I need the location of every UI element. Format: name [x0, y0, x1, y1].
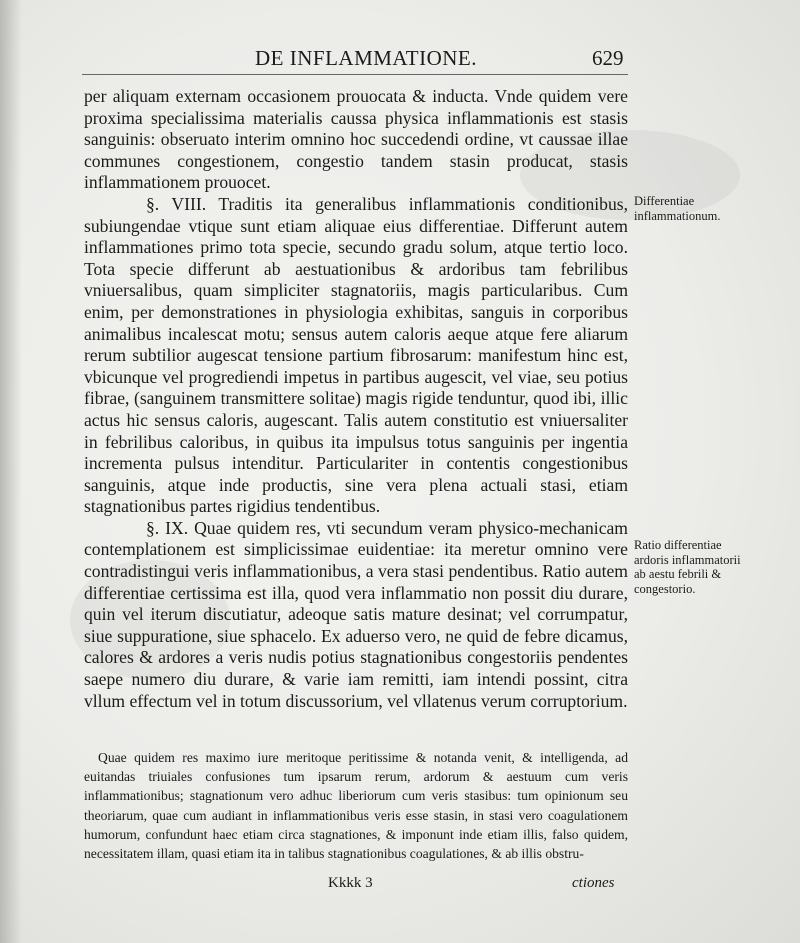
- margin-note-ratio: Ratio differentiae ardoris inflammatorii ab aestu febrili & congestorio.: [634, 538, 741, 596]
- signature-mark: Kkkk 3: [328, 875, 373, 891]
- header-rule: [82, 74, 628, 75]
- margin-note-differentiae: Differentiae inflammationum.: [634, 194, 721, 223]
- main-text-block: [84, 86, 628, 712]
- page-number: 629: [592, 46, 624, 70]
- footnote-paragraph: Quae quidem res maximo iure meritoque peritissime & notanda venit, & intelligenda, ad euitandas triuiales confusiones tum ipsarum rerum, ardorum & aestuum cum veris inflammationibus; stagnationum vero adhuc liberiorum cum veris stasibus: tum opinionum seu theoriarum, quae cum audiant in inflammationibus veris esse stasin, in stasi vero coagulationem humorum, confundunt haec etiam circa stagnationes, & imponunt inde etiam illis, falso quidem, necessitatem illam, quasi etiam ita in talibus stagnationibus coagulationes, & ab illis obstru-: [84, 750, 628, 862]
- opening-paragraph: per aliquam externam occasionem prouocata & inducta. Vnde quidem vere proxima specialissima materialis caussa physica inflammationis est stasis sanguinis: obseruato interim omnino hoc succedendi ordine, vt caussae illae communes congestionem, congestio tandem stasin producat, stasis inflammationem prouocet.: [84, 86, 628, 193]
- section-viii-paragraph: §. VIII. Traditis ita generalibus inflammationis conditionibus, subiungendae vtique sunt etiam aliquae eius differentiae. Differunt autem inflammationes primo tota specie, secundo gradu solum, atque tertio loco. Tota specie differunt ab aestuationibus & ardoribus tam febrilibus vniuersalibus, quam simpliciter stagnatoriis, magis particularibus. Cum enim, per demonstrationes in physiologia exhibitas, sanguis in corporibus animalibus incalescat motu; sensus autem caloris aeque atque fere aliarum rerum subtilior augescat tensione partium fibrosarum: manifestum hinc est, vbicunque vel progrediendi impetus in partibus augescit, vel viae, seu potius fibrae, (sanguinem transmittere solitae) magis rigide tenduntur, quod ibi, illic actus hic sensus caloris, augescant. Talis autem constitutio est vniuersaliter in febrilibus caloribus, in quibus ita impulsus totus sanguinis per ingentia incrementa pulsus intenditur. Particulariter in contentis congestionibus sanguinis, atque inde productis, sine vera plena actuali stasi, etiam stagnationibus partes rigidius tendentibus.: [84, 193, 628, 517]
- binding-shadow: [0, 0, 22, 943]
- footnote-block: [84, 748, 628, 863]
- catchword: ctiones: [572, 875, 615, 891]
- running-head: [0, 46, 800, 74]
- section-ix-paragraph: §. IX. Quae quidem res, vti secundum veram physico-mechanicam contemplationem est simplicissimae euidentiae: ita meretur omnino vere contradistingui veris inflammationibus, a vera stasi pendentibus. Ratio autem differentiae certissima est illa, quod vera inflammatio non possit diu durare, quin vel iterum discutiatur, adeoque satis mature desinat; vel corrumpatur, siue suppuratione, siue sphacelo. Ex aduerso vero, ne quid de febre dicamus, calores & ardores a veris nudis potius stagnationibus congestoriis pendentes saepe numero diu durare, & varie iam remitti, iam intendi possint, citra vllum effectum vel in totum discussorium, vel vllatenus verum corruptorium.: [84, 517, 628, 711]
- page-title: DE INFLAMMATIONE.: [255, 46, 477, 70]
